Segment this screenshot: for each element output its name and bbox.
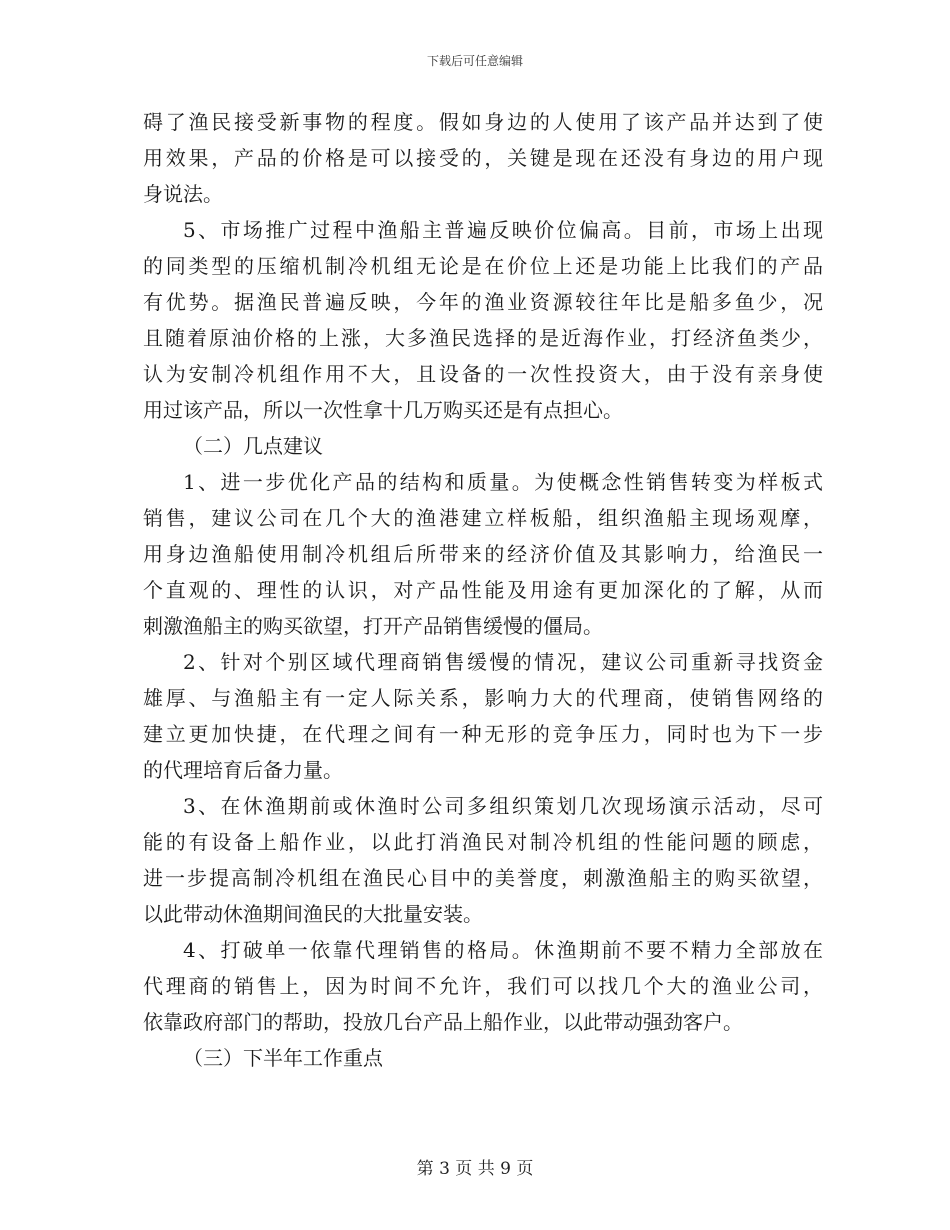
- text-line: 的同类型的压缩机制冷机组无论是在价位上还是功能上比我们的产品: [143, 254, 823, 278]
- text-line: 代理商的销售上，因为时间不允许，我们可以找几个大的渔业公司，: [143, 974, 823, 998]
- text-line: 4、打破单一依靠代理销售的格局。休渔期前不要不精力全部放在: [183, 938, 823, 962]
- section-heading-text: （二）几点建议: [183, 434, 323, 458]
- text-line: 5、市场推广过程中渔船主普遍反映价位偏高。目前，市场上出现: [183, 218, 823, 242]
- text-line: 认为安制冷机组作用不大，且设备的一次性投资大，由于没有亲身使: [143, 362, 823, 386]
- text-line: 雄厚、与渔船主有一定人际关系，影响力大的代理商，使销售网络的: [143, 686, 823, 710]
- section-heading: [143, 428, 823, 464]
- paragraph: [143, 212, 823, 428]
- text-line: 用身边渔船使用制冷机组后所带来的经济价值及其影响力，给渔民一: [143, 542, 823, 566]
- page-header-note: 下载后可任意编辑: [426, 54, 523, 68]
- text-line: 1、进一步优化产品的结构和质量。为使概念性销售转变为样板式: [183, 470, 823, 494]
- text-line: 能的有设备上船作业，以此打消渔民对制冷机组的性能问题的顾虑，: [143, 830, 823, 854]
- document-body: [143, 104, 823, 1076]
- text-line: 用过该产品，所以一次性拿十几万购买还是有点担心。: [143, 398, 623, 422]
- page-number-footer: 第 3 页 共 9 页: [416, 1159, 534, 1179]
- paragraph: [143, 788, 823, 932]
- text-line: 身说法。: [143, 182, 223, 206]
- section-heading: [143, 1040, 823, 1076]
- paragraph: [143, 104, 823, 212]
- text-line: 销售，建议公司在几个大的渔港建立样板船，组织渔船主现场观摩，: [143, 506, 823, 530]
- text-line: 碍了渔民接受新事物的程度。假如身边的人使用了该产品并达到了使: [143, 110, 823, 134]
- text-line: 建立更加快捷，在代理之间有一种无形的竞争压力，同时也为下一步: [143, 722, 823, 746]
- text-line: 刺激渔船主的购买欲望，打开产品销售缓慢的僵局。: [143, 614, 603, 638]
- text-line: 有优势。据渔民普遍反映，今年的渔业资源较往年比是船多鱼少，况: [143, 290, 823, 314]
- text-line: 以此带动休渔期间渔民的大批量安装。: [143, 902, 483, 926]
- text-line: 2、针对个别区域代理商销售缓慢的情况，建议公司重新寻找资金: [183, 650, 823, 674]
- text-line: 依靠政府部门的帮助，投放几台产品上船作业，以此带动强劲客户。: [143, 1010, 743, 1034]
- section-heading-text: （三）下半年工作重点: [183, 1046, 383, 1070]
- paragraph: [143, 932, 823, 1040]
- text-line: 的代理培育后备力量。: [143, 758, 343, 782]
- paragraph: [143, 464, 823, 644]
- text-line: 用效果，产品的价格是可以接受的，关键是现在还没有身边的用户现: [143, 146, 823, 170]
- text-line: 进一步提高制冷机组在渔民心目中的美誉度，刺激渔船主的购买欲望，: [143, 866, 823, 890]
- text-line: 且随着原油价格的上涨，大多渔民选择的是近海作业，打经济鱼类少，: [143, 326, 823, 350]
- text-line: 3、在休渔期前或休渔时公司多组织策划几次现场演示活动，尽可: [183, 794, 823, 818]
- text-line: 个直观的、理性的认识，对产品性能及用途有更加深化的了解，从而: [143, 578, 823, 602]
- paragraph: [143, 644, 823, 788]
